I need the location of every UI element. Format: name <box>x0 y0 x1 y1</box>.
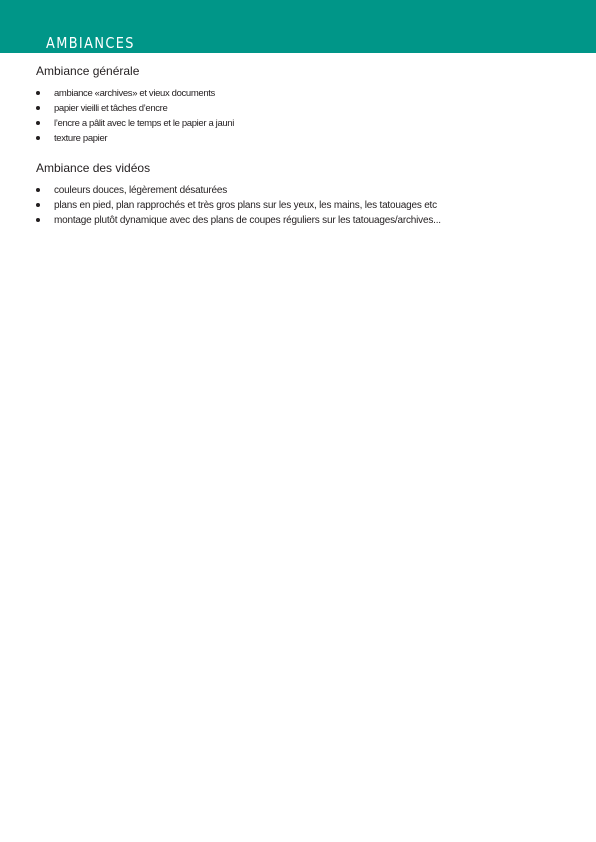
bullet-icon <box>36 106 40 110</box>
list-item-text: couleurs douces, légèrement désaturées <box>54 185 228 196</box>
content <box>36 64 576 228</box>
list-item <box>36 86 576 101</box>
section-ambiance-generale <box>36 64 576 146</box>
bullet-icon <box>36 136 40 140</box>
bullet-list <box>36 86 576 146</box>
page-title: AMBIANCES <box>46 34 135 52</box>
list-item <box>36 116 576 131</box>
list-item <box>36 131 576 146</box>
list-item <box>36 183 576 198</box>
list-item-text: ambiance «archives» et vieux documents <box>54 88 215 99</box>
list-item-text: papier vieilli et tâches d’encre <box>54 103 168 114</box>
bullet-icon <box>36 218 40 222</box>
section-title: Ambiance des vidéos <box>36 161 151 175</box>
bullet-icon <box>36 121 40 125</box>
list-item <box>36 213 576 228</box>
bullet-icon <box>36 188 40 192</box>
list-item <box>36 198 576 213</box>
list-item <box>36 101 576 116</box>
bullet-icon <box>36 91 40 95</box>
list-item-text: texture papier <box>54 133 108 144</box>
bullet-icon <box>36 203 40 207</box>
list-item-text: plans en pied, plan rapprochés et très gros plans sur les yeux, les mains, les tatouages etc <box>54 200 437 211</box>
section-ambiance-videos <box>36 161 576 228</box>
bullet-list <box>36 183 576 228</box>
list-item-text: montage plutôt dynamique avec des plans de coupes réguliers sur les tatouages/archives... <box>54 215 441 226</box>
list-item-text: l’encre a pâlit avec le temps et le papier a jauni <box>54 118 235 129</box>
section-title: Ambiance générale <box>36 64 140 78</box>
